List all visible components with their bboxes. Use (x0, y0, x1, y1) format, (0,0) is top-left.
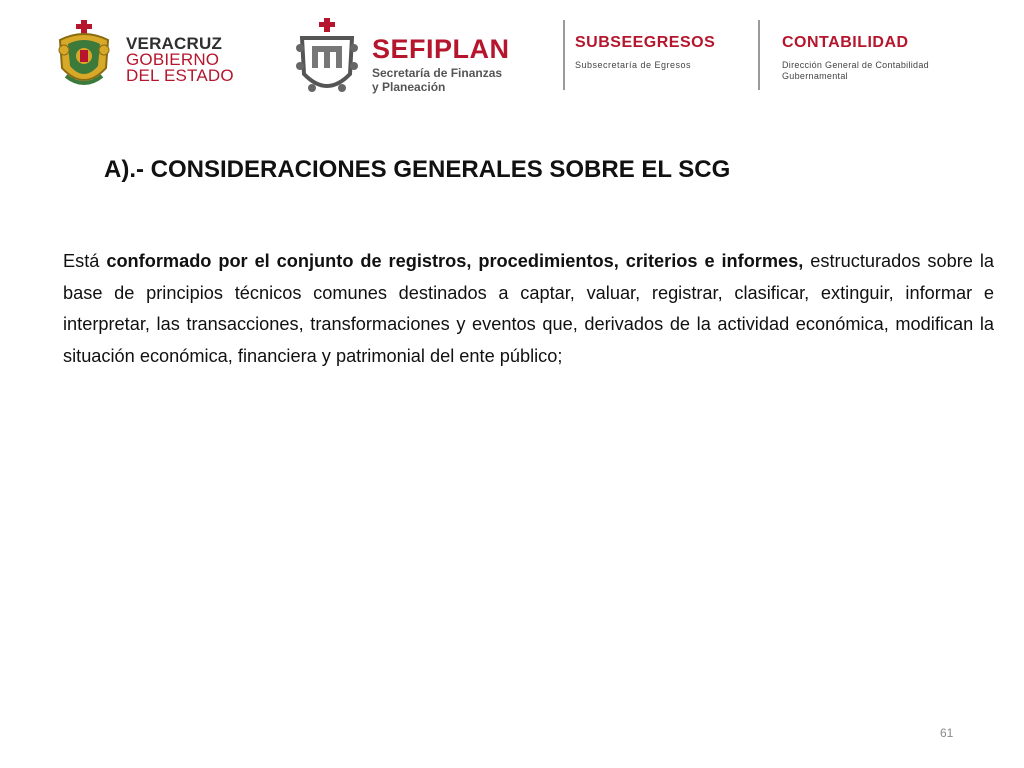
slide-title: A).- CONSIDERACIONES GENERALES SOBRE EL SCG (104, 156, 731, 183)
contabilidad-subtitle-1: Dirección General de Contabilidad (782, 60, 929, 70)
header-divider (758, 20, 760, 90)
contabilidad-logo (782, 34, 982, 82)
subseegresos-subtitle: Subsecretaría de Egresos (575, 60, 692, 70)
page-number: 61 (940, 726, 954, 740)
veracruz-coat-of-arms-icon (52, 20, 116, 92)
header-logos (0, 0, 1024, 110)
subseegresos-logo (575, 34, 755, 70)
body-bold-phrase: conformado por el conjunto de registros, procedimientos, criterios e informes, (106, 251, 804, 271)
body-rest: estructurados sobre la base de principios técnicos comunes destinados a captar, valuar, registrar, clasificar, extinguir, informar e interpretar, las transacciones, transformaciones y eventos que, derivados de la actividad económica, modifican la situación económica, financiera y patrimonial del ente público; (63, 251, 994, 366)
veracruz-gobierno: GOBIERNO (126, 50, 220, 69)
sefiplan-subtitle-1: Secretaría de Finanzas (372, 66, 503, 80)
veracruz-name: VERACRUZ (126, 34, 223, 53)
veracruz-del-estado: DEL ESTADO (126, 66, 234, 85)
contabilidad-subtitle-2: Gubernamental (782, 71, 848, 81)
veracruz-logo (52, 20, 242, 92)
body-lead: Está (63, 251, 107, 271)
sefiplan-logo (292, 14, 542, 104)
header-divider (563, 20, 565, 90)
sefiplan-title: SEFIPLAN (372, 34, 510, 64)
sefiplan-emblem-icon (292, 18, 362, 100)
contabilidad-title: CONTABILIDAD (782, 34, 909, 51)
body-paragraph (63, 246, 994, 372)
subseegresos-title: SUBSEEGRESOS (575, 34, 716, 51)
sefiplan-subtitle-2: y Planeación (372, 80, 446, 94)
